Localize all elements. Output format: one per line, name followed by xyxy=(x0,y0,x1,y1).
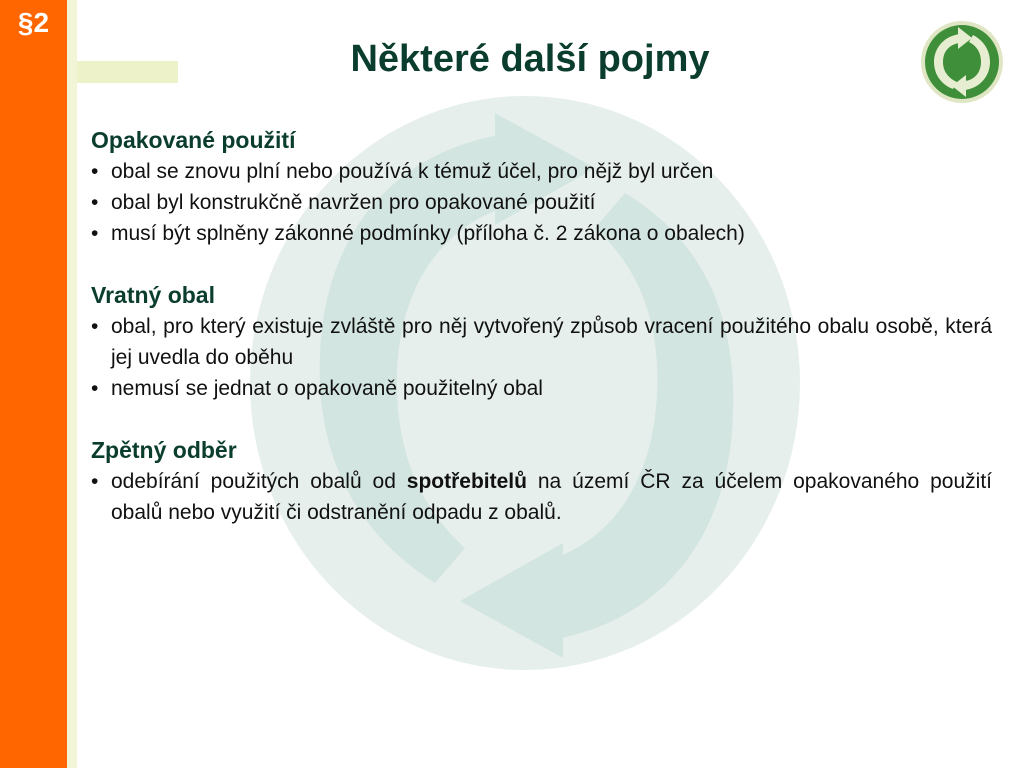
green-dot-recycling-icon xyxy=(920,20,1004,104)
bullet-list xyxy=(91,466,992,528)
section-heading: Zpětný odběr xyxy=(91,437,237,463)
section-vratny-obal xyxy=(91,280,992,404)
section-heading: Vratný obal xyxy=(91,282,215,308)
bullet-item: • nemusí se jednat o opakovaně použitelný obal xyxy=(91,373,992,404)
bullet-list xyxy=(91,156,992,249)
bullet-emphasis: spotřebitelů xyxy=(406,470,527,493)
section-mark: §2 xyxy=(17,7,50,38)
section-zpetny-odber xyxy=(91,435,992,528)
sidebar-bar xyxy=(0,0,67,768)
sidebar-stripe xyxy=(67,0,77,768)
bullet-text-start: odebírání použitých obalů od xyxy=(111,470,407,493)
bullet-item: • musí být splněny zákonné podmínky (příloha č. 2 zákona o obalech) xyxy=(91,218,992,249)
content-body xyxy=(91,125,992,559)
bullet-text-end: na území ČR za účelem opakovaného použití obalů nebo využití či odstranění odpadu z obalů. xyxy=(111,470,992,524)
bullet-item xyxy=(91,466,992,528)
bullet-list xyxy=(91,311,992,404)
section-heading: Opakované použití xyxy=(91,127,296,153)
title-underline-tab xyxy=(77,61,178,83)
section-opakovane-pouziti xyxy=(91,125,992,249)
bullet-item: • obal byl konstrukčně navržen pro opakované použití xyxy=(91,187,992,218)
bullet-item: • obal, pro který existuje zvláště pro něj vytvořený způsob vracení použitého obalu osobě, která jej uvedla do oběhu xyxy=(91,311,992,373)
bullet-item: • obal se znovu plní nebo používá k témuž účel, pro nějž byl určen xyxy=(91,156,992,187)
page-title: Některé další pojmy xyxy=(350,38,710,80)
